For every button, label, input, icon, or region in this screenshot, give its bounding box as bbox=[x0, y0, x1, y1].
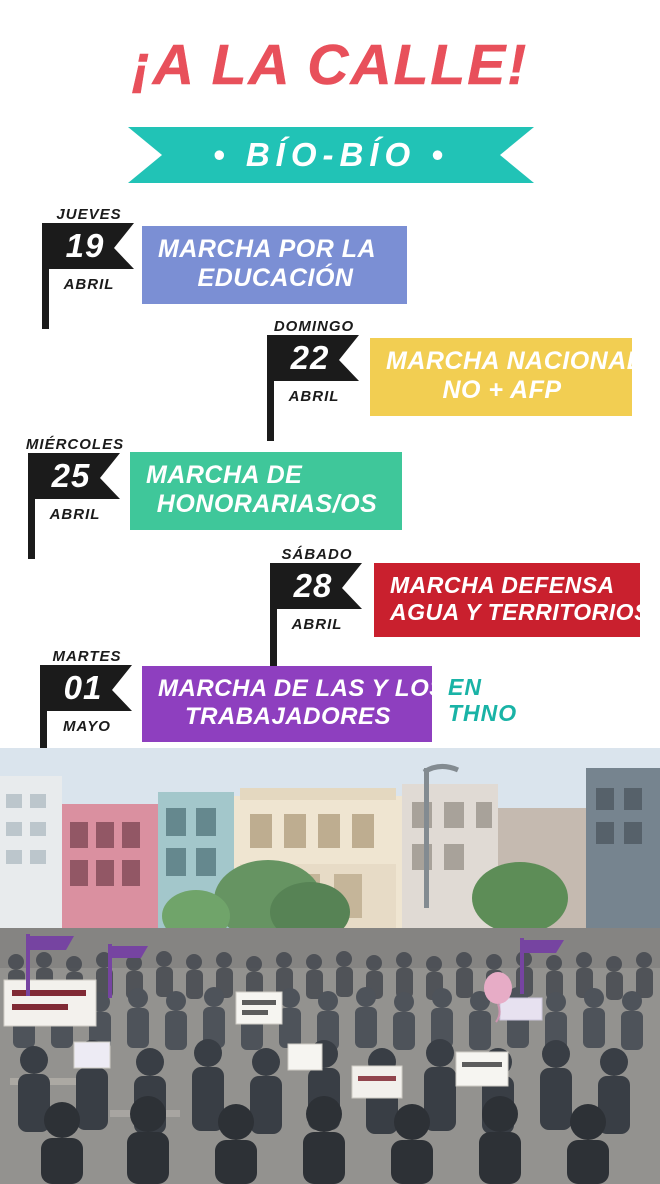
date-flag-shape bbox=[259, 335, 369, 387]
event-title-line2: AGUA Y TERRITORIOS bbox=[390, 599, 650, 625]
event-banner-3 bbox=[130, 452, 402, 530]
event-banner-1 bbox=[142, 226, 407, 304]
date-weekday: JUEVES bbox=[56, 206, 122, 223]
page-title: ¡A LA CALLE! bbox=[131, 33, 529, 97]
event-title-line1: MARCHA POR LA bbox=[158, 235, 377, 263]
date-month: ABRIL bbox=[291, 616, 343, 633]
event-title-line1: MARCHA NACIONAL bbox=[386, 347, 643, 375]
date-day: 01 bbox=[63, 669, 103, 706]
date-weekday: MIÉRCOLES bbox=[25, 436, 125, 453]
photo-illustration bbox=[0, 748, 660, 1184]
extra-note-line2: THNO bbox=[448, 700, 518, 726]
date-weekday: SÁBADO bbox=[281, 546, 353, 563]
date-month: ABRIL bbox=[288, 388, 340, 405]
date-day: 25 bbox=[51, 457, 91, 494]
date-flag-shape bbox=[34, 223, 144, 275]
date-flag-3 bbox=[20, 436, 130, 523]
date-month: MAYO bbox=[63, 718, 111, 735]
street-march-photo bbox=[0, 748, 660, 1184]
date-weekday: MARTES bbox=[52, 648, 122, 665]
date-day: 22 bbox=[290, 339, 330, 376]
date-flag-2 bbox=[259, 318, 369, 405]
date-month: ABRIL bbox=[49, 506, 101, 523]
event-banner-4 bbox=[374, 563, 650, 637]
date-flag-4 bbox=[262, 546, 372, 633]
date-flag-shape bbox=[20, 453, 130, 505]
event-title-line2: EDUCACIÓN bbox=[197, 264, 354, 292]
event-extra-note bbox=[448, 674, 517, 726]
date-month: ABRIL bbox=[63, 276, 115, 293]
event-title-line2: TRABAJADORES bbox=[184, 703, 391, 730]
event-banner-5 bbox=[142, 666, 446, 742]
event-title-line1: MARCHA DE bbox=[146, 461, 303, 489]
event-banner-2 bbox=[370, 338, 643, 416]
date-flag-5 bbox=[32, 648, 142, 735]
ribbon-label: • BÍO-BÍO • bbox=[213, 136, 449, 173]
event-title-line2: NO + AFP bbox=[442, 376, 562, 404]
event-title-line1: MARCHA DEFENSA bbox=[390, 572, 615, 598]
date-flag-1 bbox=[34, 206, 144, 293]
event-title-line2: HONORARIAS/OS bbox=[156, 490, 378, 518]
date-day: 28 bbox=[293, 567, 333, 604]
extra-note-line1: EN bbox=[448, 674, 482, 700]
date-flag-shape bbox=[32, 665, 142, 717]
date-weekday: DOMINGO bbox=[273, 318, 355, 335]
event-title-line1: MARCHA DE LAS Y LOS bbox=[158, 675, 446, 702]
date-day: 19 bbox=[65, 227, 105, 264]
date-flag-shape bbox=[262, 563, 372, 615]
